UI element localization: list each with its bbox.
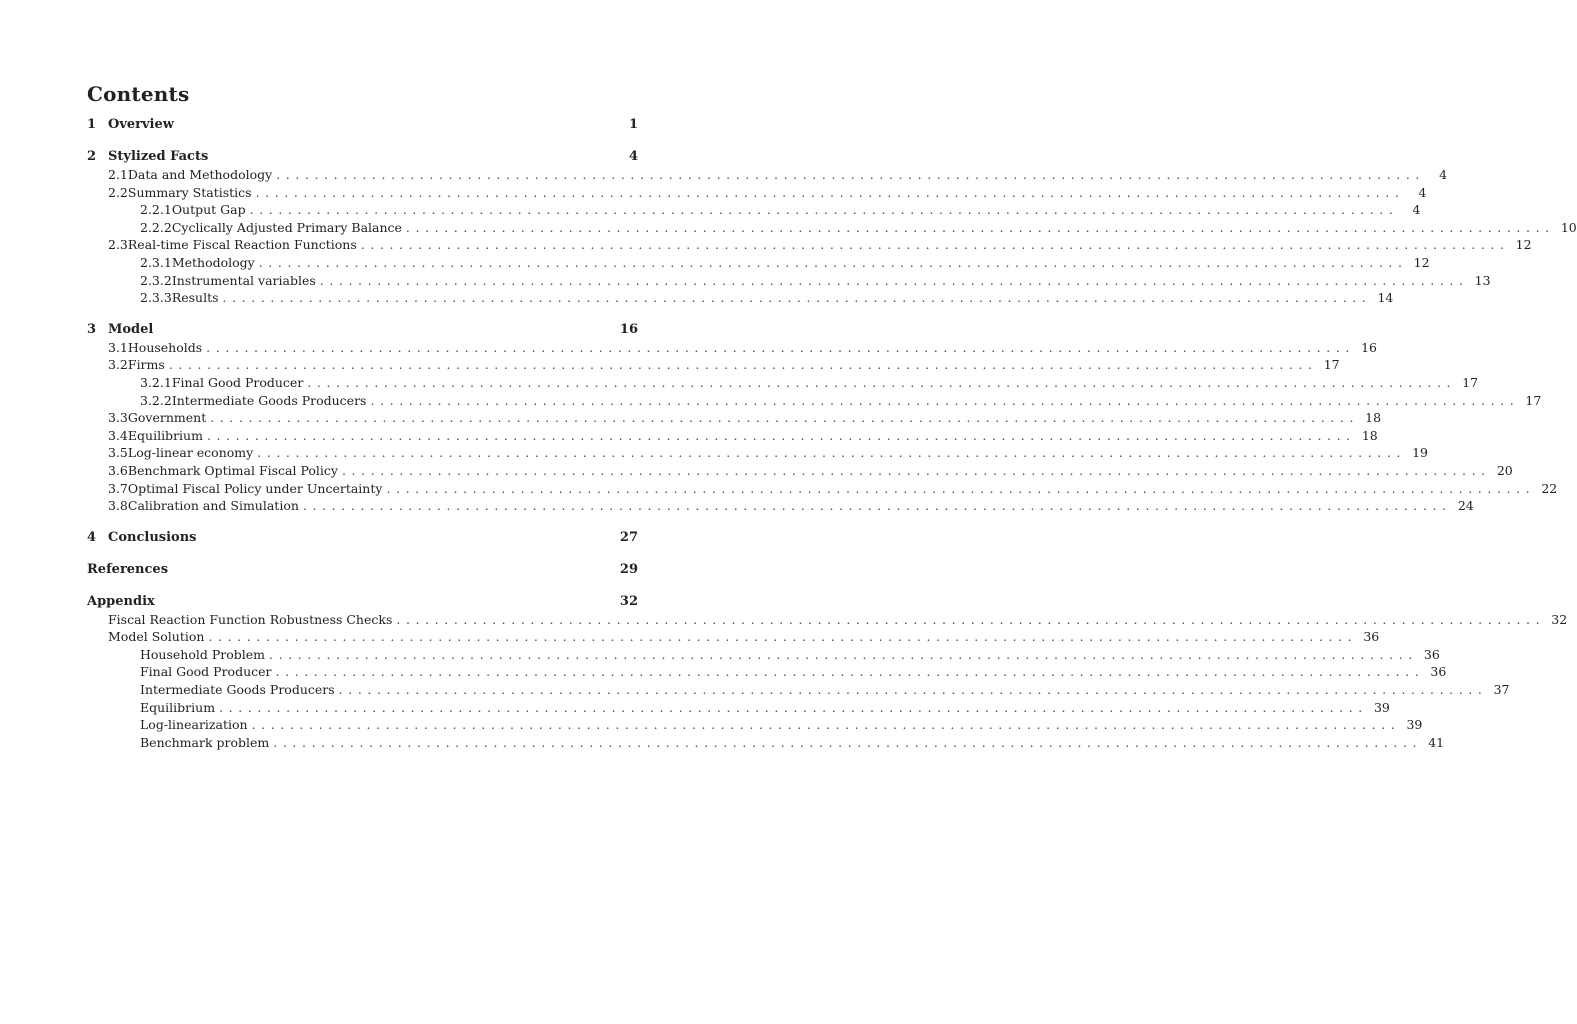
toc-entry[interactable] xyxy=(87,148,638,166)
toc-entry-page: 24 xyxy=(1457,498,1474,514)
document-page xyxy=(87,82,1577,751)
toc-entry[interactable] xyxy=(87,201,1421,219)
toc-entry[interactable] xyxy=(87,272,1491,290)
toc-entry-page: 19 xyxy=(1412,445,1429,461)
toc-entry-title: Data and Methodology xyxy=(127,167,273,182)
toc-entry-title: Log-linearization xyxy=(140,717,248,733)
toc-entry-number: 2.2.2 xyxy=(140,219,172,235)
toc-entry-title: Overview xyxy=(108,117,174,132)
toc-entry-title: Results xyxy=(171,290,219,306)
toc-entry-page: 22 xyxy=(1541,480,1558,496)
toc-entry-title: References xyxy=(87,561,169,577)
toc-entry[interactable] xyxy=(87,392,1542,410)
toc-entry-page: 29 xyxy=(619,561,638,577)
toc-entry-number: 2.2.1 xyxy=(140,202,172,218)
toc-entry-number: 3.2.1 xyxy=(140,374,172,390)
toc-leader-dots: ........................................................................................................................ xyxy=(251,717,1401,733)
toc-entry[interactable] xyxy=(87,356,1340,374)
toc-entry[interactable] xyxy=(87,681,1510,699)
toc-entry-page: 39 xyxy=(1373,699,1390,715)
toc-entry-number: 3.1 xyxy=(108,339,128,355)
toc-leader-dots: ........................................................................................................................ xyxy=(341,462,1491,478)
toc-leader-dots: ........................................................................................................................ xyxy=(405,219,1555,235)
toc-entry-number: 3.6 xyxy=(108,462,128,478)
toc-entry-title: Cyclically Adjusted Primary Balance xyxy=(171,219,402,235)
toc-entry-number: 2.1 xyxy=(108,167,128,182)
toc-entry-number: 2.3.1 xyxy=(140,254,172,270)
toc-leader-dots: ........................................................................................................................ xyxy=(360,237,1510,253)
toc-entry-page: 27 xyxy=(619,529,638,545)
toc-entry-page: 37 xyxy=(1493,682,1510,698)
toc-leader-dots: ........................................................................................................................ xyxy=(206,427,1356,443)
toc-entry-title: Firms xyxy=(127,357,165,373)
toc-entry[interactable] xyxy=(87,116,638,134)
toc-leader-dots: ........................................................................................................................ xyxy=(208,629,1358,645)
toc-entry-title: Stylized Facts xyxy=(108,149,209,164)
toc-entry[interactable] xyxy=(87,628,1380,646)
toc-entry[interactable] xyxy=(87,374,1479,392)
toc-entry[interactable] xyxy=(87,166,1448,184)
toc-entry-page: 14 xyxy=(1377,290,1394,306)
toc-entry-number: 2.3.2 xyxy=(140,272,172,288)
toc-entry-title: Model Solution xyxy=(108,629,205,645)
toc-entry-title: Calibration and Simulation xyxy=(127,498,299,514)
toc-entry[interactable] xyxy=(87,184,1427,202)
toc-entry-title: Benchmark problem xyxy=(140,734,270,750)
toc-entry-title: Appendix xyxy=(87,593,155,609)
toc-entry-page: 1 xyxy=(628,117,638,132)
toc-entry-number: 1 xyxy=(87,117,97,132)
toc-leader-dots: ........................................................................................................................ xyxy=(275,664,1425,680)
toc-leader-dots: ........................................................................................................................ xyxy=(269,646,1418,662)
toc-entry-title: Log-linear economy xyxy=(127,445,254,461)
toc-entry-title: Model xyxy=(108,321,154,337)
toc-leader-dots: ........................................................................................................................ xyxy=(307,374,1457,390)
toc-entry-page: 39 xyxy=(1406,717,1423,733)
toc-entry[interactable] xyxy=(87,462,1513,480)
toc-leader-dots: ........................................................................................................................ xyxy=(338,682,1488,698)
toc-entry-page: 32 xyxy=(619,593,638,609)
toc-leader-dots: ........................................................................................................................ xyxy=(273,734,1423,750)
toc-entry[interactable] xyxy=(87,497,1474,515)
toc-entry-title: Intermediate Goods Producers xyxy=(171,392,367,408)
toc-entry-title: Real-time Fiscal Reaction Functions xyxy=(127,237,357,253)
toc-entry-page: 16 xyxy=(1361,339,1377,355)
toc-leader-dots: ........................................................................................................................ xyxy=(386,480,1536,496)
toc-leader-dots: ........................................................................................................................ xyxy=(168,357,1318,373)
toc-entry-title: Equilibrium xyxy=(140,699,216,715)
toc-entry[interactable] xyxy=(87,444,1429,462)
toc-entry-title: Final Good Producer xyxy=(171,374,304,390)
toc-leader-dots: ........................................................................................................................ xyxy=(210,410,1360,426)
toc-entry-number: 3.7 xyxy=(108,480,128,496)
toc-entry-page: 18 xyxy=(1361,427,1378,443)
toc-entry[interactable] xyxy=(87,254,1430,272)
toc-entry-number: 4 xyxy=(87,529,97,545)
toc-entry-number: 3 xyxy=(87,321,97,337)
toc-entry-title: Instrumental variables xyxy=(171,272,316,288)
toc-leader-dots: ........................................................................................................................ xyxy=(249,202,1399,218)
toc-entry-number: 3.3 xyxy=(108,410,128,426)
toc-leader-dots: ........................................................................................................................ xyxy=(258,254,1408,270)
toc-entry[interactable] xyxy=(87,427,1378,445)
toc-entry[interactable] xyxy=(87,663,1447,681)
toc-entry-page: 41 xyxy=(1428,734,1445,750)
toc-entry-title: Households xyxy=(127,339,203,355)
toc-entry-page: 12 xyxy=(1515,237,1532,253)
toc-entry-page: 4 xyxy=(1412,202,1421,218)
toc-entry[interactable] xyxy=(87,339,1377,357)
toc-entry-page: 13 xyxy=(1474,272,1491,288)
toc-entry-number: 2.2 xyxy=(108,184,128,200)
toc-entry-page: 12 xyxy=(1413,254,1430,270)
toc-entry-title: Intermediate Goods Producers xyxy=(140,682,335,698)
toc-entry-page: 4 xyxy=(1439,167,1448,182)
toc-entry-title: Output Gap xyxy=(171,202,246,218)
toc-entry-title: Benchmark Optimal Fiscal Policy xyxy=(127,462,338,478)
toc-entry-page: 16 xyxy=(619,321,638,337)
toc-leader-dots: ........................................................................................................................ xyxy=(206,339,1355,355)
toc-leader-dots: ........................................................................................................................ xyxy=(255,184,1405,200)
toc-entry-title: Methodology xyxy=(171,254,255,270)
toc-entry[interactable] xyxy=(87,699,1390,717)
toc-entry[interactable] xyxy=(87,734,1445,752)
toc-entry[interactable] xyxy=(87,611,1568,629)
toc-entry-page: 18 xyxy=(1365,410,1382,426)
toc-entry-title: Summary Statistics xyxy=(127,184,252,200)
table-of-contents xyxy=(87,116,1577,751)
toc-entry-page: 20 xyxy=(1496,462,1513,478)
toc-entry[interactable] xyxy=(87,593,638,611)
toc-entry-number: 2.3.3 xyxy=(140,290,172,306)
toc-entry-page: 36 xyxy=(1423,646,1440,662)
toc-entry-title: Final Good Producer xyxy=(140,664,272,680)
toc-entry-number: 2.3 xyxy=(108,237,128,253)
toc-entry[interactable] xyxy=(87,409,1382,427)
page-title: Contents xyxy=(87,82,190,106)
toc-entry-number: 3.2 xyxy=(108,357,128,373)
toc-entry-page: 17 xyxy=(1462,374,1479,390)
toc-entry-title: Equilibrium xyxy=(127,427,203,443)
toc-entry[interactable] xyxy=(87,236,1532,254)
toc-entry-title: Government xyxy=(127,410,207,426)
toc-entry[interactable] xyxy=(87,646,1440,664)
toc-entry-page: 10 xyxy=(1560,219,1577,235)
toc-leader-dots: ........................................................................................................................ xyxy=(219,699,1368,715)
toc-leader-dots: ........................................................................................................................ xyxy=(370,392,1520,408)
toc-entry-page: 36 xyxy=(1363,629,1380,645)
toc-entry[interactable] xyxy=(87,480,1558,498)
toc-entry-page: 17 xyxy=(1323,357,1340,373)
toc-entry-number: 3.5 xyxy=(108,445,128,461)
toc-entry[interactable] xyxy=(87,289,1394,307)
toc-entry[interactable] xyxy=(87,561,638,579)
toc-entry-number: 3.8 xyxy=(108,498,128,514)
toc-leader-dots: ........................................................................................................................ xyxy=(302,498,1452,514)
toc-entry-page: 32 xyxy=(1551,611,1568,627)
toc-entry[interactable] xyxy=(87,529,638,547)
toc-entry-page: 4 xyxy=(628,149,638,164)
toc-leader-dots: ........................................................................................................................ xyxy=(319,272,1469,288)
toc-leader-dots: ........................................................................................................................ xyxy=(276,167,1426,182)
toc-leader-dots: ........................................................................................................................ xyxy=(257,445,1407,461)
toc-entry-title: Household Problem xyxy=(140,646,265,662)
toc-leader-dots: ........................................................................................................................ xyxy=(222,290,1372,306)
toc-entry-title: Conclusions xyxy=(108,529,197,545)
toc-entry-title: Fiscal Reaction Function Robustness Checks xyxy=(108,611,393,627)
toc-entry-page: 17 xyxy=(1525,392,1542,408)
toc-entry-page: 4 xyxy=(1418,184,1427,200)
toc-leader-dots: ........................................................................................................................ xyxy=(396,611,1546,627)
toc-entry-page: 36 xyxy=(1430,664,1447,680)
toc-entry[interactable] xyxy=(87,716,1423,734)
toc-entry-title: Optimal Fiscal Policy under Uncertainty xyxy=(127,480,383,496)
toc-entry-number: 3.2.2 xyxy=(140,392,172,408)
toc-entry-number: 3.4 xyxy=(108,427,128,443)
toc-entry[interactable] xyxy=(87,219,1577,237)
toc-entry-number: 2 xyxy=(87,149,97,164)
toc-entry[interactable] xyxy=(87,321,638,339)
